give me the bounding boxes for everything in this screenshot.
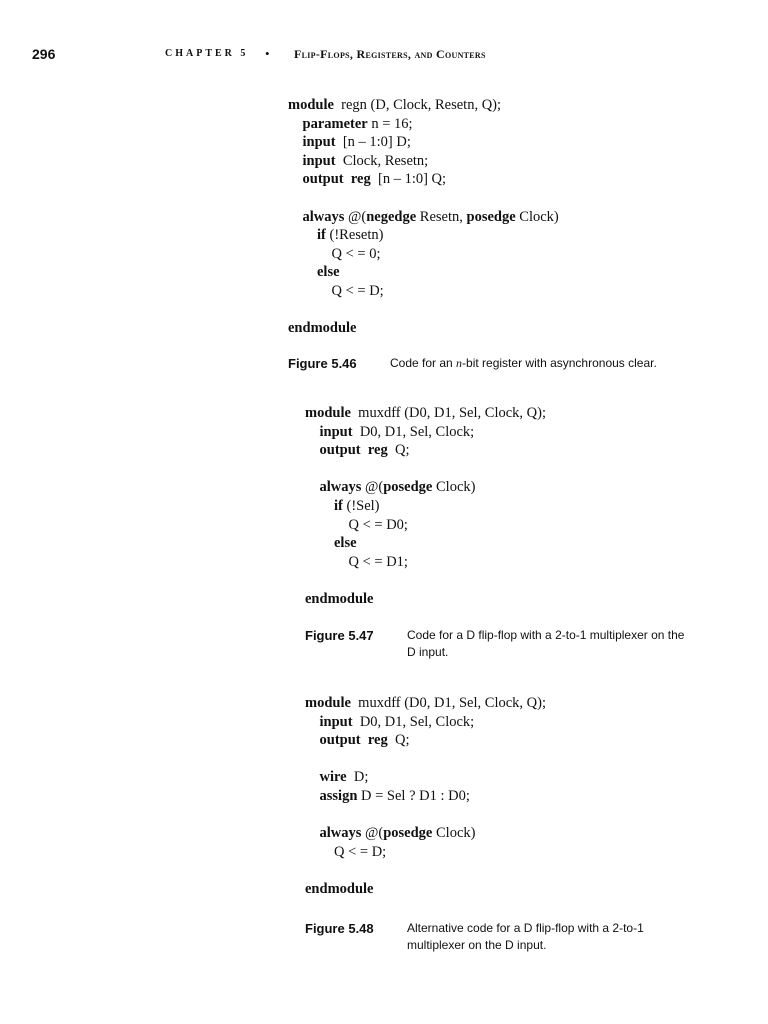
page-number: 296: [32, 46, 56, 62]
code-keyword: reg: [367, 732, 388, 749]
figure-label: Figure 5.48: [305, 921, 374, 936]
code-keyword: posedge: [383, 825, 433, 842]
code-keyword: if: [334, 497, 343, 514]
code-keyword: wire: [319, 769, 347, 786]
code-listing-5-47: [305, 404, 546, 609]
running-header: [32, 46, 732, 66]
code-keyword: else: [334, 535, 357, 552]
code-line: [288, 189, 559, 208]
code-keyword: parameter: [302, 115, 368, 132]
code-line: output reg Q;: [319, 442, 410, 459]
code-keyword: negedge: [366, 208, 417, 225]
code-line: Q < = 0;: [288, 245, 381, 262]
code-line: always @(posedge Clock): [319, 825, 476, 842]
code-line: output reg [n – 1:0] Q;: [302, 171, 447, 188]
code-line: [305, 534, 546, 553]
code-line: Q < = D;: [288, 282, 384, 299]
code-listing-5-48: [305, 694, 546, 899]
code-keyword: output: [302, 171, 344, 188]
code-line: Q < = D1;: [305, 553, 408, 570]
figure-caption-5-46: [288, 355, 748, 375]
code-line: [305, 571, 546, 590]
figure-caption-5-47: [305, 627, 705, 667]
code-line: [305, 806, 546, 825]
code-line: module muxdff (D0, D1, Sel, Clock, Q);: [305, 695, 546, 711]
figure-caption-5-48: [305, 920, 705, 960]
header-bullet: •: [265, 46, 270, 61]
code-keyword: reg: [350, 171, 371, 188]
code-line: [288, 301, 559, 320]
code-line: input D0, D1, Sel, Clock;: [319, 713, 475, 730]
code-line: [288, 263, 559, 282]
chapter-title: Flip-Flops, Registers, and Counters: [294, 47, 486, 61]
code-line: always @(posedge Clock): [319, 479, 476, 496]
code-line: Q < = D;: [305, 843, 387, 860]
code-keyword: module: [305, 695, 351, 711]
code-line: input [n – 1:0] D;: [302, 134, 411, 151]
code-line: Q < = D0;: [305, 516, 408, 533]
code-line: input Clock, Resetn;: [302, 152, 429, 169]
code-line: always @(negedge Resetn, posedge Clock): [302, 208, 559, 225]
chapter-label: CHAPTER 5: [165, 48, 249, 59]
code-keyword: output: [319, 732, 361, 749]
code-line: [305, 460, 546, 479]
figure-caption-text: Alternative code for a D flip-flop with a 2-to-1 multiplexer on the D input.: [407, 921, 644, 952]
code-keyword: always: [302, 208, 345, 225]
code-keyword: endmodule: [305, 880, 374, 897]
figure-label: Figure 5.47: [305, 628, 374, 643]
code-keyword: module: [305, 405, 351, 421]
code-line: input D0, D1, Sel, Clock;: [319, 423, 475, 440]
code-line: wire D;: [319, 769, 369, 786]
code-keyword: endmodule: [288, 320, 357, 337]
code-line: [305, 861, 546, 880]
code-keyword: reg: [367, 442, 388, 459]
code-line: assign D = Sel ? D1 : D0;: [319, 787, 470, 804]
figure-caption-text: Code for a D flip-flop with a 2-to-1 multiplexer on the D input.: [407, 628, 685, 659]
code-keyword: input: [302, 152, 336, 169]
code-line: [288, 319, 559, 338]
code-keyword: endmodule: [305, 590, 374, 607]
figure-label: Figure 5.46: [288, 356, 357, 371]
figure-caption-text: Code for an n-bit register with asynchronous clear.: [390, 356, 657, 370]
code-keyword: assign: [319, 787, 358, 804]
code-line: [305, 880, 546, 899]
code-keyword: posedge: [383, 479, 433, 496]
code-line: module regn (D, Clock, Resetn, Q);: [288, 97, 502, 113]
code-line: if (!Sel): [334, 497, 380, 514]
code-keyword: input: [319, 713, 353, 730]
code-keyword: posedge: [466, 208, 516, 225]
code-keyword: always: [319, 825, 362, 842]
code-line: output reg Q;: [319, 732, 410, 749]
code-line: parameter n = 16;: [302, 115, 413, 132]
code-keyword: module: [288, 97, 334, 113]
code-keyword: always: [319, 479, 362, 496]
code-line: module muxdff (D0, D1, Sel, Clock, Q);: [305, 405, 546, 421]
code-keyword: input: [302, 134, 336, 151]
code-keyword: output: [319, 442, 361, 459]
code-line: if (!Resetn): [317, 227, 384, 244]
code-keyword: else: [317, 264, 340, 281]
code-listing-5-46: [288, 96, 559, 338]
code-keyword: if: [317, 227, 326, 244]
code-keyword: input: [319, 423, 353, 440]
code-line: [305, 750, 546, 769]
code-line: [305, 590, 546, 609]
